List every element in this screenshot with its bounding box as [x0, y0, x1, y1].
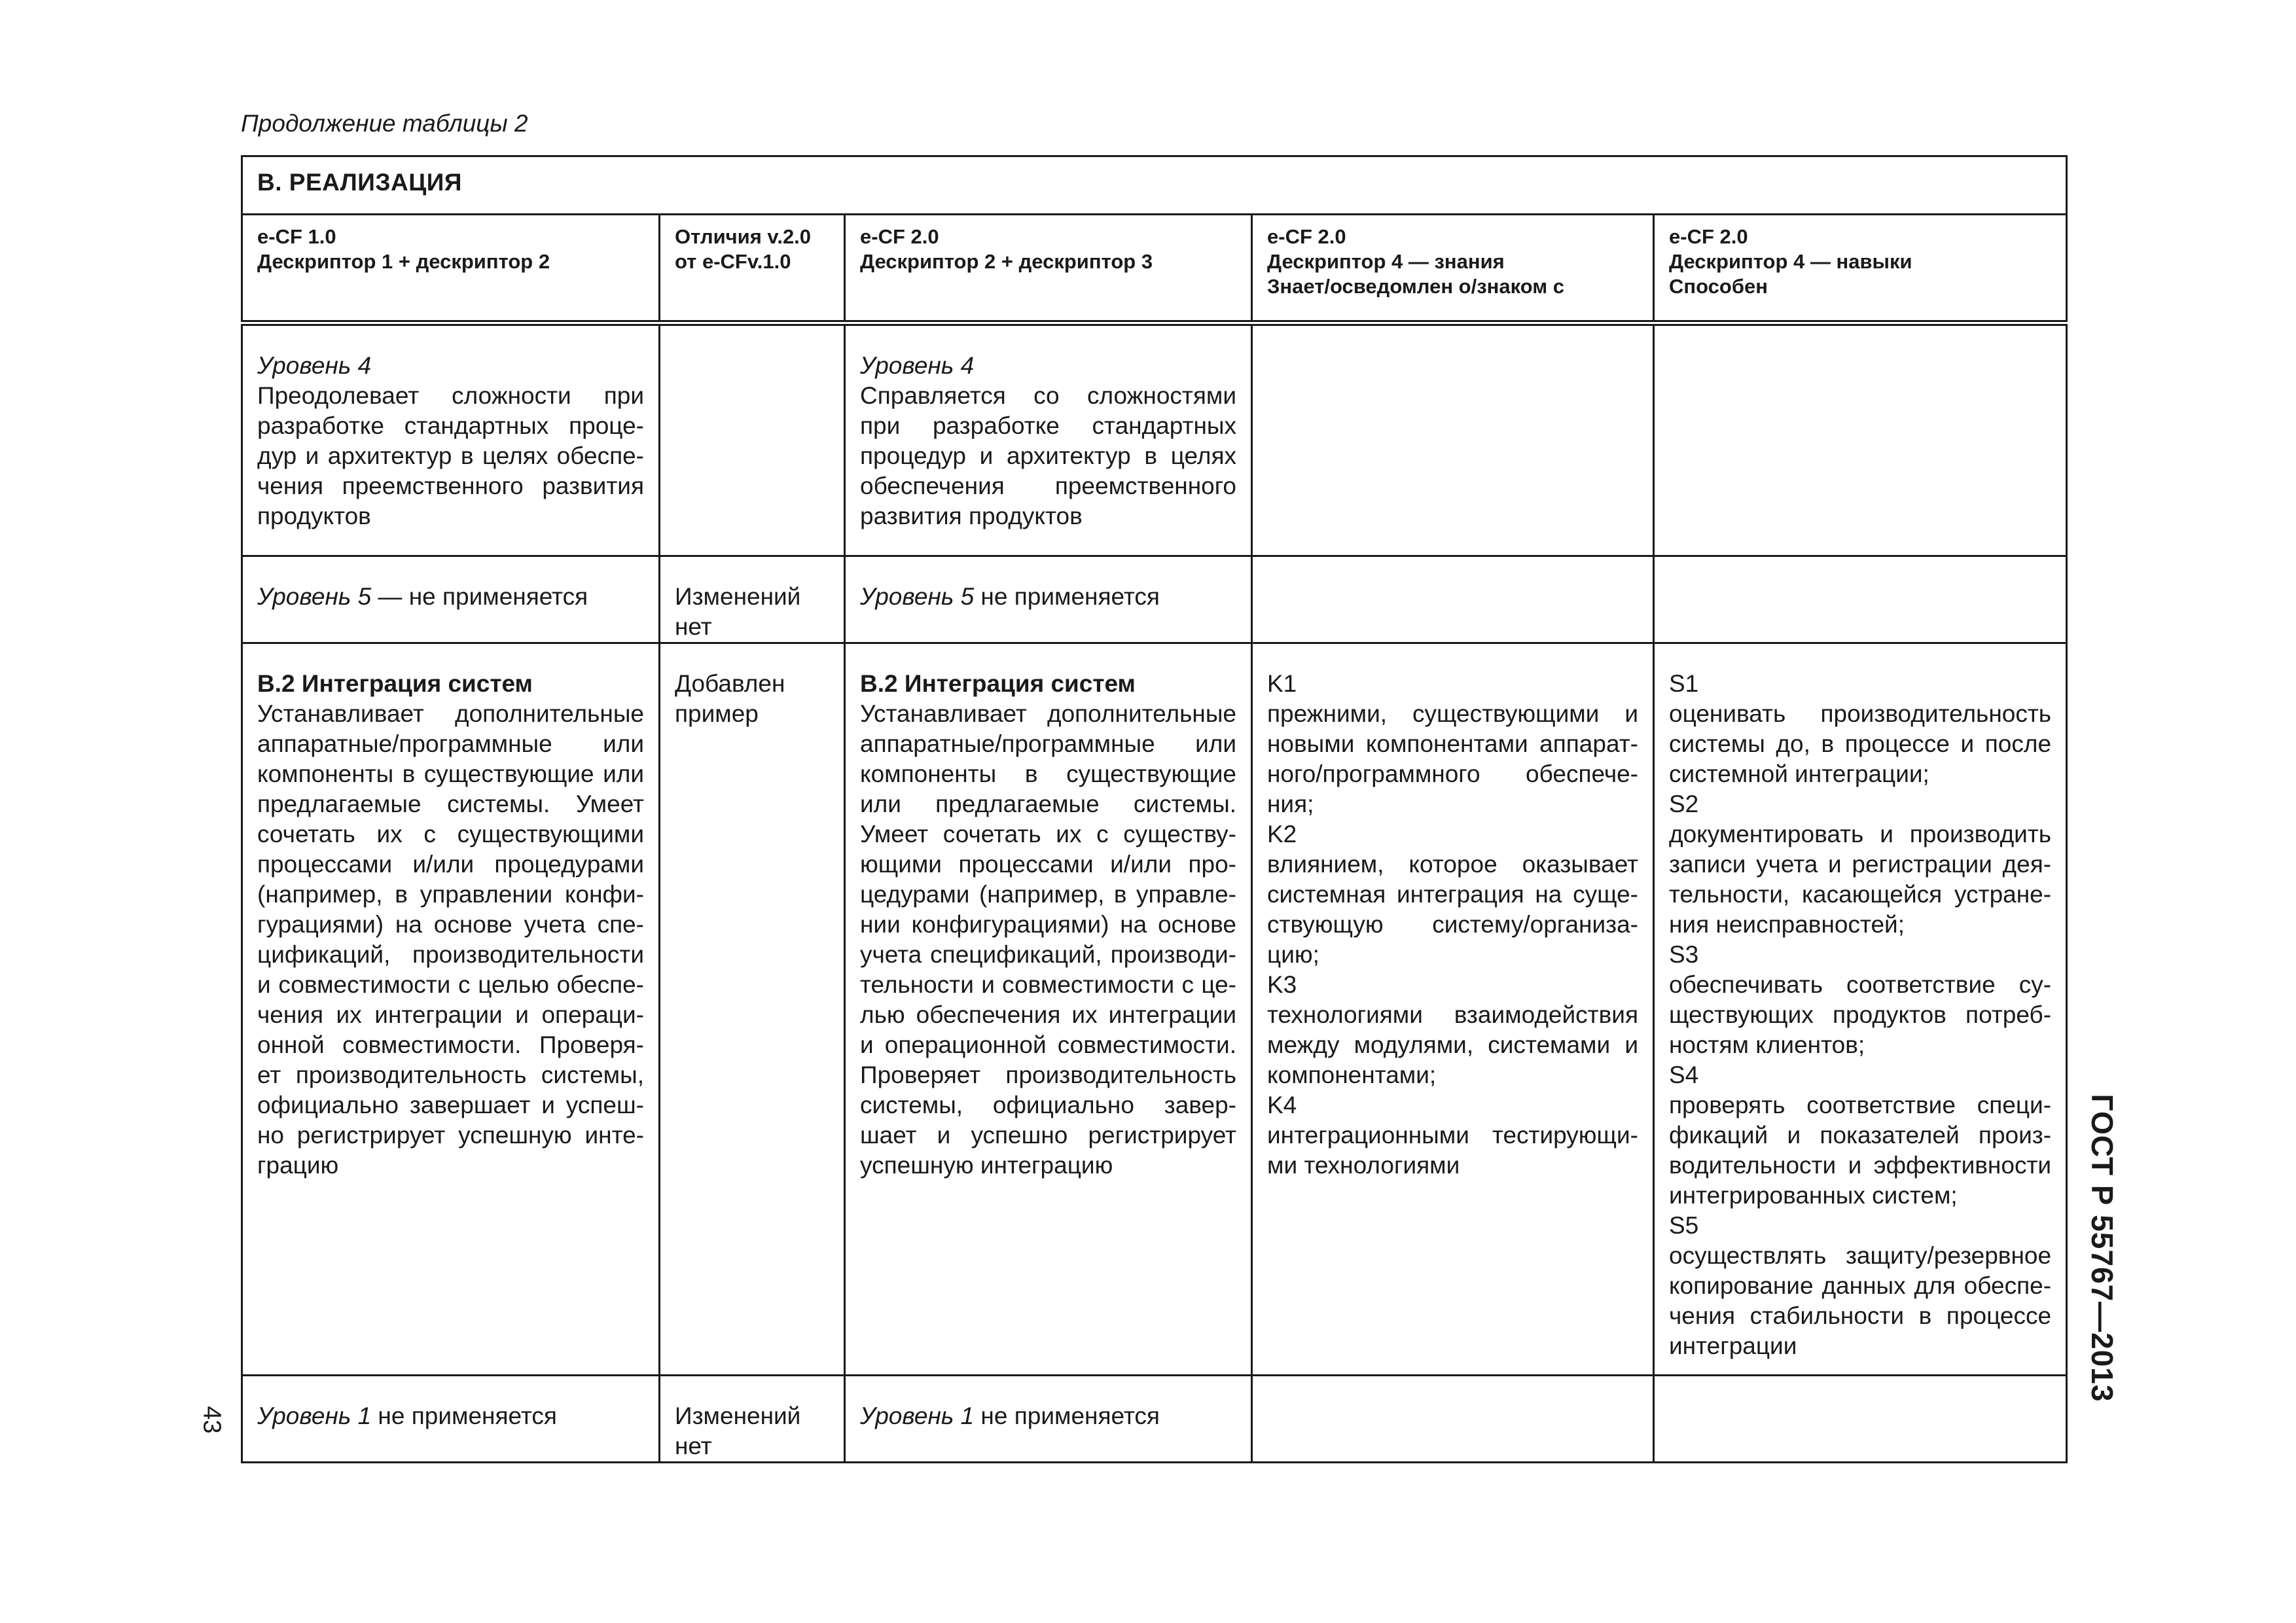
header-line: e-CF 2.0 [860, 225, 939, 248]
knowledge-text: прежними, существующими и новыми компонентами аппарат-ного/программного обеспече-ния; [1267, 700, 1638, 817]
cell-diff-b2: Добавлен пример [660, 643, 845, 1376]
level-label: Уровень 4 [860, 352, 975, 379]
cell-skills-b2 [1654, 643, 2067, 1376]
page-number: 43 [198, 1406, 226, 1434]
knowledge-code: K3 [1267, 971, 1297, 998]
level-label: Уровень 1 [257, 1402, 372, 1429]
level-description: Справляется со сложностями при разработке стандартных процедур и архитектур в целях обеспечения преемственного развития продуктов [860, 382, 1236, 529]
header-line: Способен [1669, 275, 1768, 298]
level-description: — не применяется [371, 583, 588, 610]
cell-skills-level4 [1654, 323, 2067, 556]
level-description: не применяется [974, 583, 1160, 610]
table-caption: Продолжение таблицы 2 [241, 110, 528, 137]
skill-text: оценивать производительность системы до, в процессе и после системной интеграции; [1669, 700, 2052, 787]
cell-knowledge-b2 [1252, 643, 1654, 1376]
cell-diff-level5: Изменений нет [660, 556, 845, 643]
cell-ecf1-level1 [242, 1376, 660, 1463]
header-line: e-CF 2.0 [1669, 225, 1748, 248]
section-header-row [242, 156, 2067, 215]
cell-ecf2-level5 [845, 556, 1252, 643]
knowledge-code: K4 [1267, 1092, 1297, 1118]
competence-description: Устанавливает дополнительные аппаратные/программные или компоненты в существующие или предлагаемые системы. Умеет сочетать их с существующими процессами и/или процедурами (например, в управлении конфи-гурациями) на основе учета спе-цификаций, производительности и совместимости с целью обеспе-чения их интеграции и операци-онной совместимости. Проверя-ет производительность системы, официально завершает и успеш-но регистрирует успешную инте-грацию [257, 700, 644, 1179]
skill-code: S1 [1669, 670, 1699, 697]
header-line: e-CF 2.0 [1267, 225, 1346, 248]
knowledge-text: влиянием, которое оказывает системная интеграция на суще-ствующую систему/организа-цию; [1267, 851, 1638, 968]
header-line: Дескриптор 2 + дескриптор 3 [860, 250, 1153, 273]
section-title: B. РЕАЛИЗАЦИЯ [242, 156, 2067, 215]
table-row [242, 643, 2067, 1376]
skill-text: обеспечивать соответствие су-ществующих продуктов потреб-ностям клиентов; [1669, 971, 2052, 1058]
cell-skills-level5 [1654, 556, 2067, 643]
cell-ecf1-b2 [242, 643, 660, 1376]
knowledge-text: интеграционными тестирующи-ми технологиями [1267, 1122, 1638, 1179]
header-ecf1 [242, 215, 660, 323]
cell-ecf1-level4 [242, 323, 660, 556]
cell-ecf1-level5 [242, 556, 660, 643]
header-line: Дескриптор 4 — знания [1267, 250, 1505, 273]
cell-diff-level1: Изменений нет [660, 1376, 845, 1463]
skill-code: S3 [1669, 941, 1699, 968]
cell-knowledge-level5 [1252, 556, 1654, 643]
knowledge-code: K1 [1267, 670, 1297, 697]
skill-code: S4 [1669, 1061, 1699, 1088]
header-line: Знает/осведомлен о/знаком с [1267, 275, 1565, 298]
column-header-row [242, 215, 2067, 323]
table-row [242, 556, 2067, 643]
cell-diff-level4 [660, 323, 845, 556]
level-label: Уровень 5 [860, 583, 975, 610]
header-differences [660, 215, 845, 323]
competence-title: B.2 Интеграция систем [860, 670, 1136, 697]
competence-description: Устанавливает дополнительные аппаратные/программные или компоненты в существующие или предлагаемые системы. Умеет сочетать их с существу-ющими процессами и/или про-цедурами (например, в управле-нии конфигурациями) на основе учета спецификаций, производи-тельности и совместимости с це-лью обеспечения их интеграции и операционной совместимости. Проверяет производительность системы, официально завер-шает и успешно регистрирует успешную интеграцию [860, 700, 1236, 1179]
cell-skills-level1 [1654, 1376, 2067, 1463]
skill-text: проверять соответствие специ-фикаций и показателей произ-водительности и эффективности интегрированных систем; [1669, 1092, 2052, 1209]
level-description: Преодолевает сложности при разработке стандартных проце-дур и архитектур в целях обеспе-чения преемственного развития продуктов [257, 382, 644, 529]
header-ecf2-knowledge [1252, 215, 1654, 323]
header-ecf2-desc23 [845, 215, 1252, 323]
level-description: не применяется [974, 1402, 1160, 1429]
skill-code: S5 [1669, 1212, 1699, 1239]
knowledge-code: K2 [1267, 821, 1297, 847]
skill-text: документировать и производить записи учета и регистрации дея-тельности, касающейся устране-ния неисправностей; [1669, 821, 2052, 938]
header-ecf2-skills [1654, 215, 2067, 323]
skill-text: осуществлять защиту/резервное копирование данных для обеспе-чения стабильности в процессе интеграции [1669, 1242, 2052, 1359]
level-description: не применяется [371, 1402, 557, 1429]
cell-ecf2-b2 [845, 643, 1252, 1376]
cell-ecf2-level4 [845, 323, 1252, 556]
header-line: Дескриптор 1 + дескриптор 2 [257, 250, 550, 273]
skill-code: S2 [1669, 791, 1699, 817]
cell-knowledge-level1 [1252, 1376, 1654, 1463]
level-label: Уровень 4 [257, 352, 372, 379]
table-row [242, 323, 2067, 556]
cell-ecf2-level1 [845, 1376, 1252, 1463]
level-label: Уровень 1 [860, 1402, 975, 1429]
level-label: Уровень 5 [257, 583, 372, 610]
header-line: e-CF 1.0 [257, 225, 336, 248]
document-id: ГОСТ Р 55767—2013 [2085, 1094, 2119, 1402]
knowledge-text: технологиями взаимодействия между модулями, системами и компонентами; [1267, 1001, 1638, 1088]
cell-knowledge-level4 [1252, 323, 1654, 556]
table-row [242, 1376, 2067, 1463]
header-line: Отличия v.2.0 [675, 225, 812, 248]
competence-table [241, 155, 2068, 1463]
competence-title: B.2 Интеграция систем [257, 670, 533, 697]
header-line: от e-CFv.1.0 [675, 250, 791, 273]
header-line: Дескриптор 4 — навыки [1669, 250, 1912, 273]
